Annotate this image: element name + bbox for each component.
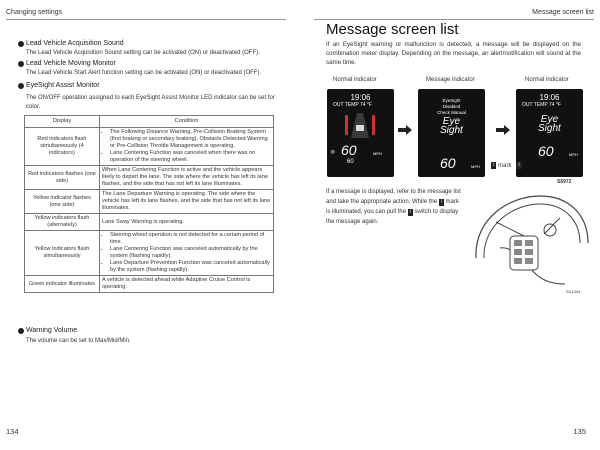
message-text bbox=[418, 98, 485, 116]
bullet-icon bbox=[18, 83, 24, 89]
bullet-icon bbox=[18, 328, 24, 334]
table-row bbox=[25, 190, 274, 214]
right-header: Message screen list bbox=[532, 9, 594, 16]
condition-item: • Lane Departure Prevention Function was canceled automatically by the system (flashing rapidly). bbox=[110, 260, 271, 274]
car-assist-icon bbox=[345, 111, 375, 139]
item-lead-vehicle-moving bbox=[18, 60, 116, 67]
mark-legend bbox=[491, 162, 522, 169]
label-normal-1: Normal indicator bbox=[333, 77, 377, 83]
item-desc: The Lead Vehicle Acquisition Sound setting can be activated (ON) or deactivated (OFF). bbox=[26, 50, 260, 56]
info-mark-icon: i bbox=[493, 162, 495, 168]
bullet-icon bbox=[18, 61, 24, 67]
indicator-table bbox=[24, 115, 274, 293]
meter-display-normal-2 bbox=[516, 89, 583, 177]
display-cell: Green indicator illuminates bbox=[25, 276, 100, 293]
table-row bbox=[25, 166, 274, 190]
set-speed: 60 bbox=[347, 159, 354, 165]
info-mark-icon: i bbox=[409, 209, 411, 215]
condition-text: When Lane Centering Function is active and the vehicle appears likely to depart the lane. The side where the vehicle has left its lane flashes, and the side that has not left its lane illuminates. bbox=[102, 167, 268, 187]
note-text: mark is illuminated, you can pull the bbox=[326, 199, 459, 215]
arrow-right-icon bbox=[398, 125, 412, 135]
item-title: Lead Vehicle Acquisition Sound bbox=[26, 40, 124, 47]
item-desc: The Lead Vehicle Start Alert function setting can be activated (ON) or deactivated (OFF). bbox=[26, 70, 262, 76]
condition-cell bbox=[100, 214, 274, 231]
item-warning-volume bbox=[18, 327, 77, 334]
table-row bbox=[25, 231, 274, 276]
outside-temp: OUT TEMP 74 °F bbox=[522, 102, 561, 108]
condition-text: The Lane Departure Warning is operating. The side where the vehicle has left its lane flashes, and the side that has not left its lane illuminates. bbox=[102, 191, 271, 211]
steering-wheel-illustration bbox=[470, 188, 590, 293]
table-row bbox=[25, 276, 274, 293]
table-row bbox=[25, 128, 274, 166]
display-cell: Red indicators flashes (one side) bbox=[25, 166, 100, 190]
page-number-left: 134 bbox=[6, 427, 19, 436]
meter-display-normal-1 bbox=[327, 89, 394, 177]
eyesight-logo: Eye Sight bbox=[538, 114, 561, 134]
left-header: Changing settings bbox=[6, 9, 63, 16]
condition-cell bbox=[100, 128, 274, 166]
outside-temp: OUT TEMP 74 °F bbox=[333, 102, 372, 108]
item-title: Warning Volume bbox=[26, 327, 78, 334]
note-paragraph bbox=[326, 187, 461, 227]
intro-paragraph: If an EyeSight warning or malfunction is detected, a message will be displayed on the combination meter display. Depending on the message, an alert/notification will sound at the same time. bbox=[326, 41, 581, 66]
condition-cell bbox=[100, 190, 274, 214]
speed-value: 60 bbox=[538, 143, 554, 159]
condition-item: • The Following Distance Warning, Pre-Collision Braking System (first braking or secondary braking), Obstacle Detected Warning or Pre-Collision Throttle Management is operating. bbox=[110, 129, 271, 150]
display-cell: Red indicators flash simultaneously (4 indicators) bbox=[25, 128, 100, 166]
display-cell: Yellow indicators flash (alternately) bbox=[25, 214, 100, 231]
item-eyesight-assist-monitor bbox=[18, 82, 100, 89]
note-text: switch to display the message again. bbox=[326, 209, 459, 225]
speed-value: 60 bbox=[341, 142, 357, 158]
display-cell: Yellow indicator flashes (one side) bbox=[25, 190, 100, 214]
page-title: Message screen list bbox=[326, 21, 459, 38]
mark-label: mark bbox=[498, 162, 512, 169]
condition-text: A vehicle is detected ahead while Adaptive Cruise Control is operating. bbox=[102, 277, 251, 290]
right-header-rule bbox=[314, 19, 594, 20]
condition-cell bbox=[100, 166, 274, 190]
page-number-right: 135 bbox=[573, 427, 586, 436]
message-line: Disabled bbox=[442, 104, 461, 109]
note-text: If a message is displayed, refer to the message list and take the appropriate action. While the bbox=[326, 189, 461, 205]
item-desc: The volume can be set to Max/Mid/Min. bbox=[26, 338, 131, 344]
bullet-icon bbox=[18, 41, 24, 47]
left-header-rule bbox=[6, 19, 286, 20]
figure-code: S6972 bbox=[557, 179, 572, 185]
arrow-right-icon bbox=[496, 125, 510, 135]
eyesight-logo: Eye Sight bbox=[440, 116, 463, 136]
item-desc: The ON/OFF operation assigned to each EyeSight Assist Monitor LED indicator can be set for color. bbox=[26, 95, 275, 110]
table-header-display: Display bbox=[25, 116, 100, 128]
condition-item: • Lane Centering Function was canceled automatically by the system (flashing rapidly). bbox=[110, 246, 271, 260]
table-header-condition: Condition bbox=[100, 116, 274, 128]
speed-unit: MPH bbox=[373, 151, 382, 156]
item-lead-vehicle-acquisition bbox=[18, 40, 124, 47]
meter-display-message bbox=[418, 89, 485, 177]
speed-value: 60 bbox=[440, 155, 456, 171]
speed-unit: MPH bbox=[569, 152, 578, 157]
clock: 19:06 bbox=[539, 93, 560, 102]
message-line: Check Manual bbox=[437, 110, 466, 115]
item-title: EyeSight Assist Monitor bbox=[26, 82, 100, 89]
condition-item: • Steering wheel operation is not detected for a certain period of time. bbox=[110, 232, 271, 246]
condition-cell bbox=[100, 231, 274, 276]
info-mark-icon: i bbox=[518, 162, 520, 168]
speed-unit: MPH bbox=[471, 164, 480, 169]
item-title: Lead Vehicle Moving Monitor bbox=[26, 60, 116, 67]
table-row bbox=[25, 214, 274, 231]
message-line: EyeSight bbox=[442, 98, 461, 103]
label-message: Message indicator bbox=[426, 77, 475, 83]
figure-code-2: SC1404 bbox=[566, 289, 581, 294]
steering-icon: ☸ bbox=[330, 150, 336, 156]
clock: 19:06 bbox=[350, 93, 371, 102]
condition-item: • Lane Centering Function was canceled when there was no operation of the steering wheel. bbox=[110, 150, 271, 164]
display-cell: Yellow indicators flash simultaneously bbox=[25, 231, 100, 276]
condition-text: Lane Sway Warning is operating. bbox=[102, 218, 184, 225]
info-mark-icon: i bbox=[440, 199, 442, 205]
label-normal-2: Normal indicator bbox=[525, 77, 569, 83]
condition-cell bbox=[100, 276, 274, 293]
